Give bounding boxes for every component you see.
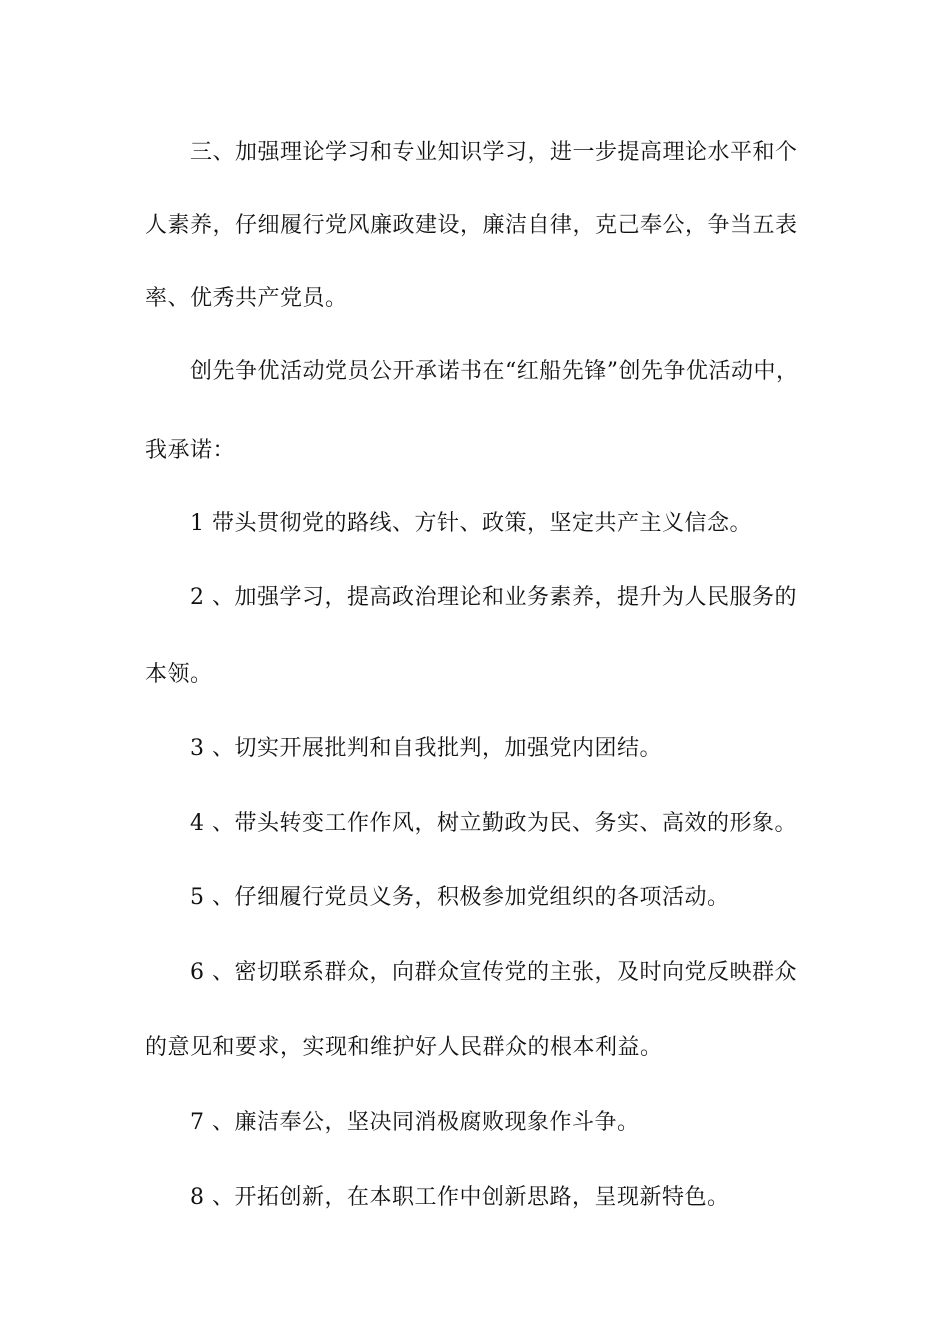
text-line-12: 6 、密切联系群众，向群众宣传党的主张，及时向党反映群众 xyxy=(190,960,797,985)
text-line-2: 人素养，仔细履行党风廉政建设，廉洁自律，克己奉公，争当五表 xyxy=(145,213,798,238)
text-line-11: 5 、仔细履行党员义务，积极参加党组织的各项活动。 xyxy=(190,885,730,910)
text-line-10: 4 、带头转变工作作风，树立勤政为民、务实、高效的形象。 xyxy=(190,811,797,836)
text-line-9: 3 、切实开展批判和自我批判，加强党内团结。 xyxy=(190,736,662,761)
text-line-8: 本领。 xyxy=(145,662,213,687)
text-line-13: 的意见和要求，实现和维护好人民群众的根本利益。 xyxy=(145,1035,663,1060)
text-line-5: 我承诺： xyxy=(145,438,236,463)
text-line-1: 三、加强理论学习和专业知识学习，进一步提高理论水平和个 xyxy=(190,140,798,165)
text-line-14: 7 、廉洁奉公，坚决同消极腐败现象作斗争。 xyxy=(190,1110,640,1135)
text-line-4: 创先争优活动党员公开承诺书在“红船先锋”创先争优活动中， xyxy=(190,359,799,384)
text-line-6: 1 带头贯彻党的路线、方针、政策，坚定共产主义信念。 xyxy=(190,511,752,536)
text-line-15: 8 、开拓创新，在本职工作中创新思路，呈现新特色。 xyxy=(190,1185,730,1210)
text-line-3: 率、优秀共产党员。 xyxy=(145,286,348,311)
text-line-7: 2 、加强学习，提高政治理论和业务素养，提升为人民服务的 xyxy=(190,585,797,610)
